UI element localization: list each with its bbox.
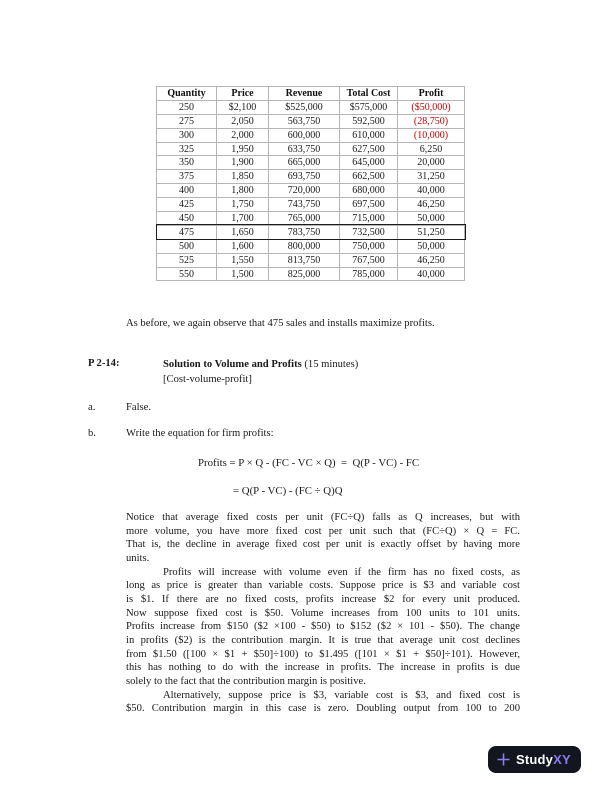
table-cell: 2,000 bbox=[217, 128, 269, 142]
table-row bbox=[157, 212, 465, 226]
table-cell: 720,000 bbox=[269, 184, 340, 198]
paragraph-line: That is, the decline in average fixed cost per unit is exactly offset by having more bbox=[126, 539, 520, 551]
table-cell: 680,000 bbox=[340, 184, 398, 198]
table-cell: 665,000 bbox=[269, 156, 340, 170]
column-header: Total Cost bbox=[340, 87, 398, 101]
studyxy-logo[interactable] bbox=[488, 746, 581, 773]
paragraph-line: Profits will increase with volume even if the firm has no fixed costs, as bbox=[163, 566, 520, 578]
table-cell: 50,000 bbox=[398, 212, 465, 226]
paragraph-line: units. bbox=[126, 552, 150, 564]
column-header: Profit bbox=[398, 87, 465, 101]
table-row bbox=[157, 267, 465, 281]
column-header: Quantity bbox=[157, 87, 217, 101]
table-cell: 450 bbox=[157, 212, 217, 226]
table-row bbox=[157, 253, 465, 267]
problem-title bbox=[163, 358, 358, 387]
table-row bbox=[157, 184, 465, 198]
table-row bbox=[157, 156, 465, 170]
table-cell: 767,500 bbox=[340, 253, 398, 267]
item-a-text: False. bbox=[126, 402, 152, 413]
paragraph-line: from $1.50 ([100 × $1 + $50]÷100) to $1.495 ([101 × $1 + $50]÷101). However, bbox=[126, 648, 520, 660]
table-cell: 275 bbox=[157, 114, 217, 128]
table-cell: $575,000 bbox=[340, 100, 398, 114]
table-cell: 46,250 bbox=[398, 253, 465, 267]
table-cell: 783,750 bbox=[269, 225, 340, 239]
table-cell: 325 bbox=[157, 142, 217, 156]
item-a-label: a. bbox=[88, 402, 96, 413]
table-cell: 375 bbox=[157, 170, 217, 184]
table-cell: 2,050 bbox=[217, 114, 269, 128]
table-cell: 743,750 bbox=[269, 198, 340, 212]
table-cell: 31,250 bbox=[398, 170, 465, 184]
profit-equation-line1: Profits = P × Q - (FC - VC × Q) = Q(P - VC) - FC bbox=[198, 457, 420, 469]
table-cell: 425 bbox=[157, 198, 217, 212]
table-cell: 765,000 bbox=[269, 212, 340, 226]
table-cell: 46,250 bbox=[398, 198, 465, 212]
problem-label: P 2-14: bbox=[88, 358, 120, 369]
table-row bbox=[157, 142, 465, 156]
table-cell: 610,000 bbox=[340, 128, 398, 142]
table-cell: 732,500 bbox=[340, 225, 398, 239]
table-cell: 550 bbox=[157, 267, 217, 281]
paragraph-line: $50. Contribution margin in this case is zero. Doubling output from 100 to 200 bbox=[126, 703, 520, 715]
problem-title-line bbox=[163, 358, 358, 373]
profit-table-body bbox=[157, 100, 465, 281]
table-cell: 1,500 bbox=[217, 267, 269, 281]
table-cell: 1,600 bbox=[217, 239, 269, 253]
table-cell: 825,000 bbox=[269, 267, 340, 281]
paragraph-line: solely to the fact that the contribution margin is positive. bbox=[126, 675, 366, 687]
table-cell: 50,000 bbox=[398, 239, 465, 253]
problem-subtitle: [Cost-volume-profit] bbox=[163, 373, 252, 385]
column-header: Revenue bbox=[269, 87, 340, 101]
table-cell: $525,000 bbox=[269, 100, 340, 114]
table-row bbox=[157, 170, 465, 184]
table-cell: 693,750 bbox=[269, 170, 340, 184]
item-b-label: b. bbox=[88, 428, 96, 439]
paragraph-line: in profits ($2) is the contribution margin. It is true that average unit cost declines bbox=[126, 634, 520, 646]
table-cell: 475 bbox=[157, 225, 217, 239]
table-cell: (28,750) bbox=[398, 114, 465, 128]
column-header: Price bbox=[217, 87, 269, 101]
table-cell: 500 bbox=[157, 239, 217, 253]
paragraph-line: Now suppose fixed cost is $50. Volume increases from 100 units to 101 units. bbox=[126, 607, 520, 619]
table-row bbox=[157, 128, 465, 142]
table-cell: 6,250 bbox=[398, 142, 465, 156]
table-cell: 525 bbox=[157, 253, 217, 267]
table-cell: 350 bbox=[157, 156, 217, 170]
table-cell: 813,750 bbox=[269, 253, 340, 267]
table-cell: 600,000 bbox=[269, 128, 340, 142]
table-cell: 300 bbox=[157, 128, 217, 142]
logo-text-accent: XY bbox=[553, 752, 571, 767]
table-row bbox=[157, 239, 465, 253]
table-cell: 750,000 bbox=[340, 239, 398, 253]
table-cell: 51,250 bbox=[398, 225, 465, 239]
table-cell: 1,550 bbox=[217, 253, 269, 267]
table-row bbox=[157, 100, 465, 114]
profit-table bbox=[156, 86, 465, 281]
table-cell: 1,850 bbox=[217, 170, 269, 184]
table-cell: 785,000 bbox=[340, 267, 398, 281]
table-cell: ($50,000) bbox=[398, 100, 465, 114]
table-cell: 697,500 bbox=[340, 198, 398, 212]
table-cell: 1,800 bbox=[217, 184, 269, 198]
logo-text bbox=[516, 752, 571, 767]
table-cell: 592,500 bbox=[340, 114, 398, 128]
paragraph-line: more volume, you have more fixed cost per unit such that (FC÷Q) × Q = FC. bbox=[126, 525, 520, 537]
table-row bbox=[157, 225, 465, 239]
table-cell: 400 bbox=[157, 184, 217, 198]
paragraph-line: this has nothing to do with the increase in profits. The increase in profits is due bbox=[126, 662, 520, 674]
table-cell: $2,100 bbox=[217, 100, 269, 114]
table-cell: 1,900 bbox=[217, 156, 269, 170]
table-cell: 662,500 bbox=[340, 170, 398, 184]
paragraph-line: is $1. If there are no fixed costs, profits increase $2 for every unit produced. bbox=[126, 593, 520, 605]
problem-title-suffix: (15 minutes) bbox=[301, 359, 359, 370]
table-cell: 20,000 bbox=[398, 156, 465, 170]
logo-text-main: Study bbox=[516, 752, 554, 767]
problem-title-bold: Solution to Volume and Profits bbox=[163, 359, 302, 370]
table-cell: 563,750 bbox=[269, 114, 340, 128]
table-cell: 250 bbox=[157, 100, 217, 114]
paragraph-line: Notice that average fixed costs per unit (FC÷Q) falls as Q increases, but with bbox=[126, 512, 520, 523]
paragraph-line: Alternatively, suppose price is $3, variable cost is $3, and fixed cost is bbox=[163, 689, 520, 701]
table-cell: 1,750 bbox=[217, 198, 269, 212]
table-cell: 1,950 bbox=[217, 142, 269, 156]
table-cell: 645,000 bbox=[340, 156, 398, 170]
profit-equation-line2: = Q(P - VC) - (FC ÷ Q)Q bbox=[233, 485, 343, 497]
table-cell: 40,000 bbox=[398, 184, 465, 198]
table-cell: 715,000 bbox=[340, 212, 398, 226]
observation-text: As before, we again observe that 475 sales and installs maximize profits. bbox=[126, 318, 435, 329]
table-cell: 800,000 bbox=[269, 239, 340, 253]
table-cell: (10,000) bbox=[398, 128, 465, 142]
plus-icon bbox=[496, 752, 511, 767]
table-cell: 627,500 bbox=[340, 142, 398, 156]
table-cell: 1,650 bbox=[217, 225, 269, 239]
table-cell: 40,000 bbox=[398, 267, 465, 281]
paragraph-line: long as price is greater than variable costs. Suppose price is $3 and variable cost bbox=[126, 580, 520, 592]
item-b-text: Write the equation for firm profits: bbox=[126, 428, 274, 439]
profit-table-header-row bbox=[157, 87, 465, 101]
table-cell: 1,700 bbox=[217, 212, 269, 226]
table-row bbox=[157, 198, 465, 212]
paragraph-line: Profits increase from $150 ($2 ×100 - $50) to $152 ($2 × 101 - $50). The change bbox=[126, 621, 520, 633]
table-row bbox=[157, 114, 465, 128]
table-cell: 633,750 bbox=[269, 142, 340, 156]
body-paragraphs bbox=[126, 511, 520, 716]
